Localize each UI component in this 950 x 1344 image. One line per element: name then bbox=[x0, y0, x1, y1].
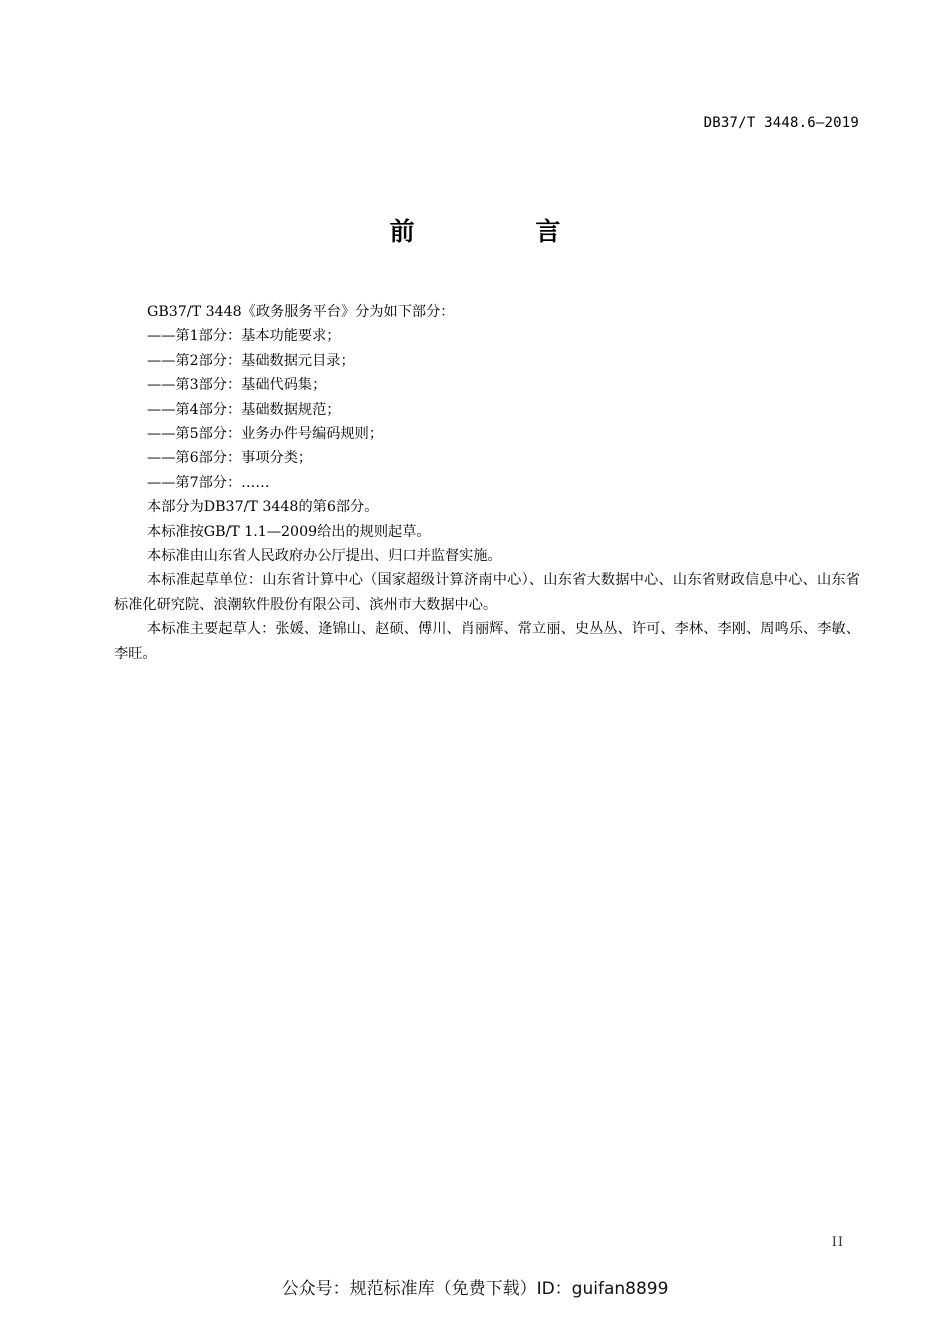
page-title: 前 言 bbox=[389, 217, 617, 246]
list-item-part-4: ——第4部分：基础数据规范； bbox=[147, 401, 341, 418]
page-number: II bbox=[831, 1235, 844, 1250]
paragraph-drafting-rules: 本标准按GB/T 1.1—2009给出的规则起草。 bbox=[147, 523, 431, 540]
foreword-body bbox=[114, 300, 860, 666]
list-item-part-1: ——第1部分：基本功能要求； bbox=[147, 328, 341, 345]
paragraph-proposer: 本标准由山东省人民政府办公厅提出、归口并监督实施。 bbox=[147, 548, 502, 565]
list-item-part-3: ——第3部分：基础代码集； bbox=[147, 377, 327, 394]
standard-number: DB37/T 3448.6—2019 bbox=[703, 115, 859, 131]
list-item-part-5: ——第5部分：业务办件号编码规则； bbox=[147, 426, 384, 443]
list-item-part-7: ——第7部分：…… bbox=[147, 474, 270, 491]
list-item-part-2: ——第2部分：基础数据元目录； bbox=[147, 352, 355, 369]
paragraph-this-part: 本部分为DB37/T 3448的第6部分。 bbox=[147, 499, 379, 516]
paragraph-drafters: 本标准主要起草人：张媛、逄锦山、赵硕、傅川、肖丽辉、常立丽、史丛丛、许可、李林、李刚、周鸣乐、李敏、李旺。 bbox=[114, 621, 860, 662]
paragraph-parts-intro: GB37/T 3448《政务服务平台》分为如下部分： bbox=[147, 304, 455, 320]
list-item-part-6: ——第6部分：事项分类； bbox=[147, 450, 313, 467]
paragraph-drafting-units: 本标准起草单位：山东省计算中心（国家超级计算济南中心）、山东省大数据中心、山东省财政信息中心、山东省标准化研究院、浪潮软件股份有限公司、滨州市大数据中心。 bbox=[114, 572, 860, 613]
watermark-text: 公众号：规范标准库（免费下载）ID：guifan8899 bbox=[281, 1279, 669, 1299]
